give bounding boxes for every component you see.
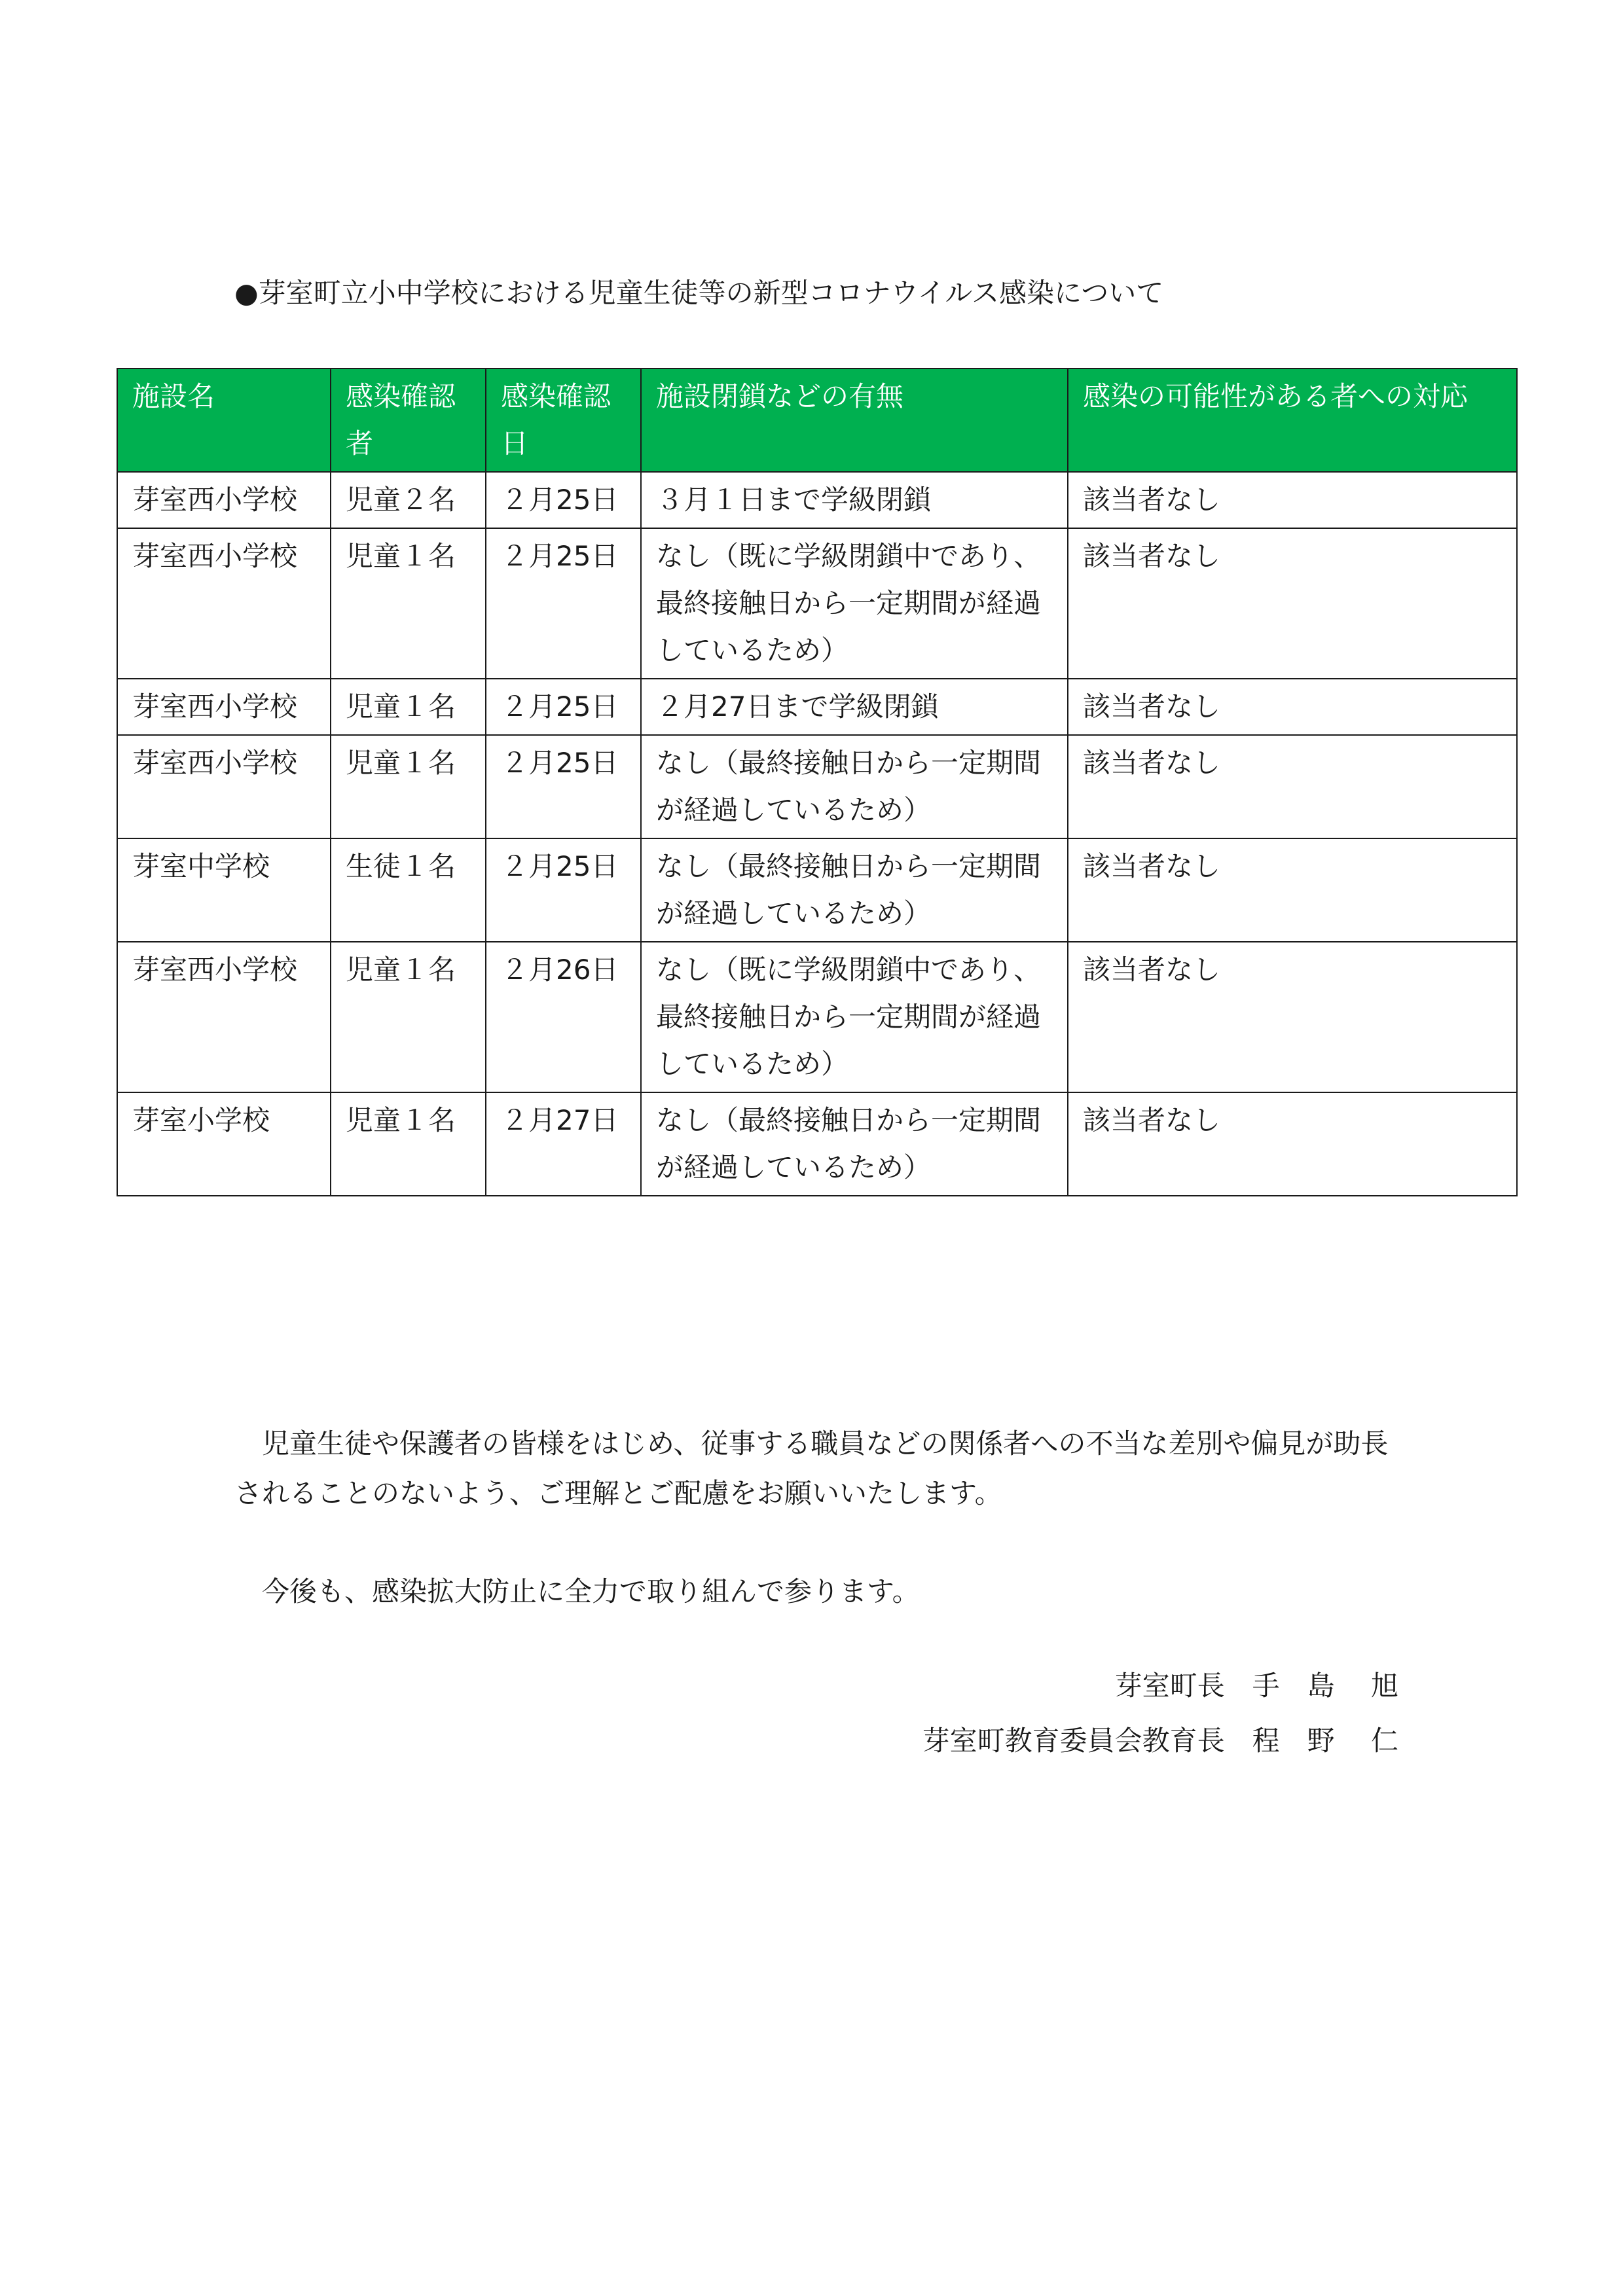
cell-confirmed-person: 児童１名 <box>331 1092 486 1196</box>
table-row <box>117 735 1517 838</box>
cell-confirmed-person: 児童１名 <box>331 679 486 735</box>
cell-response: 該当者なし <box>1068 528 1517 679</box>
cell-confirmed-date: ２月26日 <box>486 942 641 1092</box>
table-row <box>117 472 1517 528</box>
cell-closure: なし（最終接触日から一定期間が経過しているため） <box>641 735 1068 838</box>
cell-closure: なし（既に学級閉鎖中であり、最終接触日から一定期間が経過しているため） <box>641 942 1068 1092</box>
message-paragraph-request: 児童生徒や保護者の皆様をはじめ、従事する職員などの関係者への不当な差別や偏見が助長されることのないよう、ご理解とご配慮をお願いいたします。 <box>234 1427 1389 1509</box>
cell-confirmed-date: ２月25日 <box>486 679 641 735</box>
cell-response: 該当者なし <box>1068 838 1517 942</box>
cell-confirmed-date: ２月25日 <box>486 472 641 528</box>
cell-confirmed-date: ２月25日 <box>486 528 641 679</box>
table-header-row <box>117 368 1517 472</box>
cell-facility: 芽室西小学校 <box>117 679 331 735</box>
cell-facility: 芽室小学校 <box>117 1092 331 1196</box>
header-facility: 施設名 <box>117 368 331 472</box>
signature-mayor: 芽室町長 手 島 旭 <box>1114 1670 1398 1702</box>
cell-closure: ２月27日まで学級閉鎖 <box>641 679 1068 735</box>
table-row <box>117 528 1517 679</box>
cell-confirmed-person: 生徒１名 <box>331 838 486 942</box>
header-confirmed-person: 感染確認者 <box>331 368 486 472</box>
page-heading: ●芽室町立小中学校における児童生徒等の新型コロナウイルス感染について <box>234 277 1164 309</box>
cell-closure: なし（既に学級閉鎖中であり、最終接触日から一定期間が経過しているため） <box>641 528 1068 679</box>
table-row <box>117 942 1517 1092</box>
infection-report-table <box>117 368 1518 1196</box>
cell-facility: 芽室西小学校 <box>117 472 331 528</box>
cell-closure: ３月１日まで学級閉鎖 <box>641 472 1068 528</box>
table-row <box>117 679 1517 735</box>
cell-confirmed-date: ２月25日 <box>486 838 641 942</box>
cell-closure: なし（最終接触日から一定期間が経過しているため） <box>641 1092 1068 1196</box>
cell-facility: 芽室西小学校 <box>117 735 331 838</box>
table-row <box>117 1092 1517 1196</box>
header-response: 感染の可能性がある者への対応 <box>1068 368 1517 472</box>
cell-facility: 芽室西小学校 <box>117 942 331 1092</box>
cell-response: 該当者なし <box>1068 472 1517 528</box>
cell-confirmed-person: 児童２名 <box>331 472 486 528</box>
table-row <box>117 838 1517 942</box>
cell-confirmed-person: 児童１名 <box>331 942 486 1092</box>
cell-response: 該当者なし <box>1068 679 1517 735</box>
cell-confirmed-date: ２月27日 <box>486 1092 641 1196</box>
cell-confirmed-person: 児童１名 <box>331 735 486 838</box>
cell-facility: 芽室西小学校 <box>117 528 331 679</box>
header-confirmed-date: 感染確認日 <box>486 368 641 472</box>
header-closure: 施設閉鎖などの有無 <box>641 368 1068 472</box>
message-paragraph-commitment: 今後も、感染拡大防止に全力で取り組んで参ります。 <box>262 1575 920 1607</box>
signature-superintendent: 芽室町教育委員会教育長 程 野 仁 <box>922 1725 1398 1757</box>
cell-closure: なし（最終接触日から一定期間が経過しているため） <box>641 838 1068 942</box>
cell-response: 該当者なし <box>1068 735 1517 838</box>
cell-confirmed-person: 児童１名 <box>331 528 486 679</box>
cell-response: 該当者なし <box>1068 942 1517 1092</box>
cell-confirmed-date: ２月25日 <box>486 735 641 838</box>
cell-facility: 芽室中学校 <box>117 838 331 942</box>
cell-response: 該当者なし <box>1068 1092 1517 1196</box>
